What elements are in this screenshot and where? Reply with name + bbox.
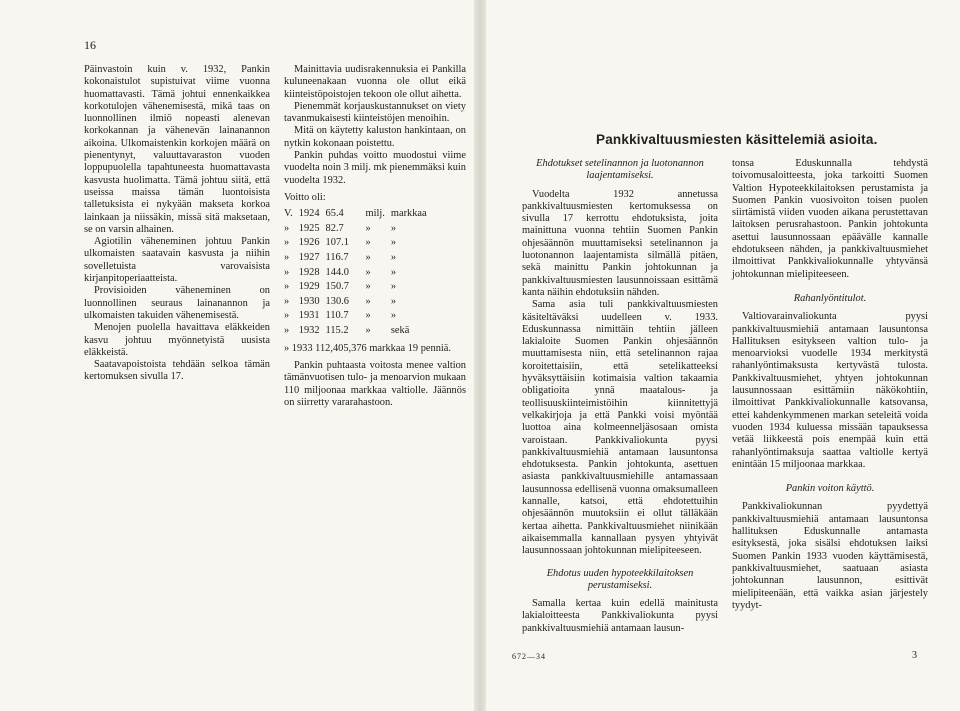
- profit-cell-unit2: »: [390, 237, 397, 249]
- profit-cell-year: 1930: [298, 295, 320, 307]
- profit-row: [284, 309, 433, 324]
- subheading: Pankin voiton käyttö.: [785, 483, 875, 495]
- subheading: Rahanlyöntitulot.: [793, 292, 867, 304]
- paragraph: Provisioiden väheneminen on luonnollinen seuraus lainanannon ja ulkomaisten takuiden vähenemisestä.: [84, 285, 270, 321]
- profit-cell-value: 115.2: [325, 325, 349, 337]
- profit-cell-unit2: sekä: [390, 325, 410, 337]
- profit-cell-prefix: »: [284, 325, 290, 337]
- profit-cell-prefix: »: [284, 237, 290, 249]
- profit-cell-unit: »: [365, 325, 371, 337]
- profit-row: [284, 295, 433, 310]
- profit-row: [284, 324, 433, 339]
- profit-row: [284, 236, 433, 251]
- profit-cell-value: 130.6: [325, 295, 349, 307]
- profit-cell-value: 144.0: [325, 266, 349, 278]
- book-gutter: [474, 0, 486, 711]
- profit-cell-value: 107.1: [325, 237, 349, 249]
- voitto-label: Voitto oli:: [284, 191, 326, 203]
- profit-cell-prefix: »: [284, 252, 290, 264]
- profit-cell-prefix: V.: [284, 208, 293, 220]
- profit-cell-value: 65.4: [325, 208, 344, 220]
- profit-cell-unit: »: [365, 266, 371, 278]
- profit-cell-year: 1924: [298, 208, 320, 220]
- left-column-1: [84, 64, 270, 384]
- paragraph: Mainittavia uudisrakennuksia ei Pankilla kuluneenakaan vuonna ole ollut eikä kiinteistöpoistojen tekoon ole ollut aihetta.: [284, 64, 466, 100]
- profit-cell-unit2: »: [390, 281, 397, 293]
- profit-cell-year: 1925: [298, 222, 320, 234]
- profit-cell-unit2: »: [390, 295, 397, 307]
- paragraph: Pankin puhdas voitto muodostui viime vuodelta noin 3 milj. mk pienemmäksi kuin vuodelta 1932.: [284, 150, 466, 186]
- left-column-2: [284, 64, 466, 409]
- profit-cell-prefix: »: [284, 281, 290, 293]
- profit-cell-unit: »: [365, 295, 371, 307]
- profit-cell-year: 1931: [298, 310, 320, 322]
- profit-cell-prefix: »: [284, 295, 290, 307]
- profit-cell-year: 1928: [298, 266, 320, 278]
- paragraph: Mitä on käytetty kaluston hankintaan, on nytkin kokonaan poistettu.: [284, 125, 466, 149]
- profit-cell-year: 1929: [298, 281, 320, 293]
- paragraph: Sama asia tuli pankkivaltuusmiesten käsiteltäväksi uudelleen v. 1933. Eduskunnassa nimittäin tehtiin jälleen lakialoite Suomen Pankin ohjesäännön muuttamisesta niin, että setelinannon rajaa koroitettaisiin, että setelikatteeksi hyväksyttäisiin kotimaisia valtion takaamia obligatioita ynnä maatalous- ja teollisuuskiinteimistöihin kiinnitettyjä velkakirjoja ja että Pankki voisi myöntää luottoa aina kolmeenneljäsosaan omista varoistaan. Pankkivaliokunta pyysi pankkivaltuusmiehiä antamaan lausuntonsa ehdotuksesta. Pankin johtokunta, asettuen asiasta pankkivaltuusmiehille antamassaan lausunnossa edellisenä vuonna omaksumalleen kannalle, katsoi, että ehdotettuihin ohjesäännön muutoksiin ei ollut tälläkään kertaa aihetta. Pankkivaltuusmiehet niinikään aikaisemmalla kannallaan pysyen yhtyivät lausunnossaan johtokunnan mielipiteeseen.: [522, 299, 718, 557]
- page-number-right: 3: [912, 650, 917, 661]
- paragraph: Pienemmät korjauskustannukset on viety tavanmukaisesti kiinteistöjen menoihin.: [284, 100, 466, 125]
- profit-table: [284, 207, 433, 338]
- profit-cell-unit2: »: [390, 252, 397, 264]
- profit-cell-value: 110.7: [325, 310, 349, 322]
- right-column-1: [522, 158, 718, 635]
- paragraph: Pankkivaliokunnan pyydettyä pankkivaltuusmiehiä antamaan lausuntonsa hallituksen Eduskunnalle antamasta esityksestä, joka sisälsi ehdotuksen laiksi Suomen Pankin 1933 vuoden käyttämisestä, pankkivaltuusmiehet, saatuaan asiasta johtokunnan lausunnon, esittivät mielipiteenään, että vaikka asian järjestely tyydyt-: [732, 501, 928, 611]
- profit-row: [284, 251, 433, 266]
- paragraph: Vuodelta 1932 annetussa pankkivaltuusmiesten kertomuksessa on sivulla 17 kerrottu ehdotuksista, joita mainittuna vuonna tehtiin Suomen Pankin ohjesäännön muuttamiseksi setelinannon ja luotonannon laajentamista silmällä pitäen, sekä mainittu Pankin johtokunnan ja pankkivaltuusmiesten lausunnoissaan esittämä kanta näihin ehdotuksiin nähden.: [522, 188, 718, 298]
- paragraph: Samalla kertaa kuin edellä mainitusta lakialoitteesta Pankkivaliokunta pyysi pankkivaltuusmiehiä antamaan lausun-: [522, 598, 718, 634]
- profit-cell-prefix: »: [284, 222, 290, 234]
- paragraph: Menojen puolella havaittava eläkkeiden kasvu johtuu myönnetyistä uusista eläkkeistä.: [84, 322, 270, 358]
- profit-cell-value: 150.7: [325, 281, 349, 293]
- paragraph: Valtiovarainvaliokunta pyysi pankkivaltuusmiehiä antamaan lausuntonsa Hallituksen esitykseen valtion tulo- ja menoarvioksi vuodelle 1934 merkitystä rahanlyöntimaksusta kertyvästä tulosta. Pankkivaltuusmiehet, yhtyen johtokunnan lausunnossaan esittämiin näkökohtiin, ilmoittivat Pankkivaliokunnalle katsovansa, ettei kahdenkymmenen markan seteleitä voida vuoden 1934 kuluessa missään tapauksessa vetää liikkeestä pois enempää kuin että rahanlyöntimaksuja saattaa valtiolle kertyä enintään 15 miljoonaa markkaa.: [732, 311, 928, 470]
- profit-cell-prefix: »: [284, 310, 290, 322]
- profit-cell-unit2: »: [390, 266, 397, 278]
- paragraph: Saatavapoistoista tehdään selkoa tämän kertomuksen sivulla 17.: [84, 359, 270, 383]
- profit-cell-unit2: »: [390, 222, 397, 234]
- paragraph: Päinvastoin kuin v. 1932, Pankin kokonaistulot supistuivat viime vuonna huomattavasti. Tämä johtui ennenkaikkea korkotulojen vähenemisestä, mikä taas on luonnollinen ilmiö nopeasti alenevan korkokannan ja vähenevän lainanannon aikoina. Ulkomaistenkin korkojen määrä on pienentynyt, valuuttavaraston vuoden loppupuolella tapahtuneesta huomattavasta kasvusta huolimatta. Tämä johtuu siitä, että useissa maissa tämän luontoisista talletuksista ei nykyään makseta korkoa lainkaan ja niissäkin, missä sitä maksetaan, se on varsin alhainen.: [84, 64, 270, 235]
- profit-cell-value: 116.7: [325, 252, 349, 264]
- subheading: Ehdotukset setelinannon ja luotonannon laajentamiseksi.: [536, 158, 704, 182]
- profit-cell-unit: »: [365, 222, 371, 234]
- paragraph: tonsa Eduskunnalla tehdystä toivomusaloitteesta, joka tarkoitti Suomen Valtion Hypoteekkilaitoksen perustamista ja Suomen Pankin vuosivoiton toisen puolen siirtämistä viiden vuoden aikana perustettavan laitoksen perusrahastoon. Pankin johtokunta asettui lausunnossaan epäävälle kannalle ehdotukseen nähden, ja pankkivaltuusmiehet ilmoittivat Pankkivaliokunnalle yhtyvänsä johtokunnan mielipiteeseen.: [732, 158, 928, 280]
- profit-cell-unit2: »: [390, 310, 397, 322]
- profit-row: [284, 222, 433, 237]
- profit-cell-unit: »: [365, 281, 371, 293]
- page-number-left: 16: [84, 38, 96, 52]
- profit-cell-unit: milj.: [365, 208, 385, 220]
- profit-cell-unit: »: [365, 310, 371, 322]
- profit-1933: » 1933 112,405,376 markkaa 19 penniä.: [284, 342, 451, 354]
- profit-cell-year: 1927: [298, 252, 320, 264]
- left-page: [0, 0, 474, 711]
- profit-cell-value: 82.7: [325, 222, 344, 234]
- profit-cell-unit: »: [365, 237, 371, 249]
- profit-cell-unit2: markkaa: [390, 208, 427, 220]
- profit-row: [284, 207, 433, 222]
- profit-row: [284, 266, 433, 281]
- profit-cell-year: 1932: [298, 325, 320, 337]
- profit-cell-unit: »: [365, 252, 371, 264]
- profit-row: [284, 280, 433, 295]
- profit-cell-prefix: »: [284, 266, 290, 278]
- section-heading: Pankkivaltuusmiesten käsittelemiä asioita.: [596, 132, 878, 147]
- profit-cell-year: 1926: [298, 237, 320, 249]
- paragraph: Agiotilin väheneminen johtuu Pankin ulkomaisten saatavain kasvusta ja niihin sovelletuista varovaisista kirjanpitoperiaatteista.: [84, 236, 270, 285]
- paragraph: Pankin puhtaasta voitosta menee valtion tämänvuotisen tulo- ja menoarvion mukaan 110 miljoonaa markkaa valtiolle. Jäännös on siirretty vararahastoon.: [284, 359, 466, 408]
- subheading: Ehdotus uuden hypoteekkilaitoksen perustamiseksi.: [546, 567, 694, 591]
- signature-code: 672—34: [512, 652, 546, 661]
- right-column-2: [732, 158, 928, 612]
